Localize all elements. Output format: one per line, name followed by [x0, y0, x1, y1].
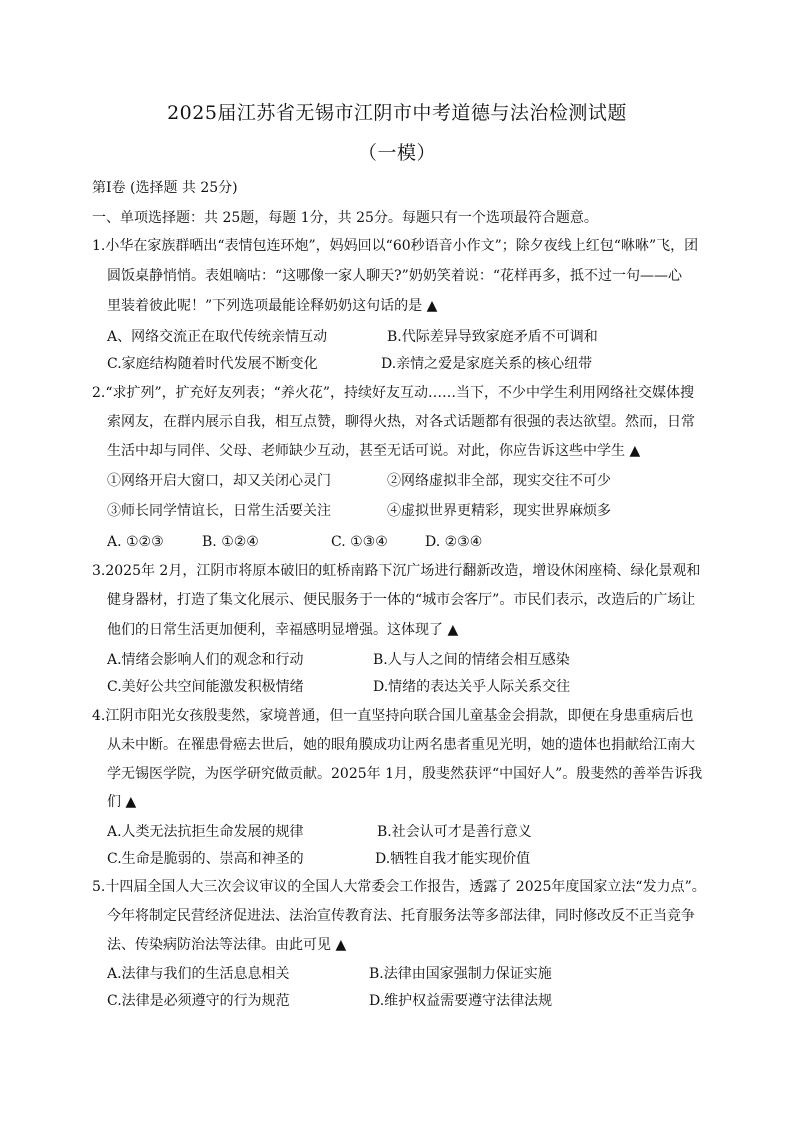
- question-text-line: 法、传染病防治法等法律。由此可见 ▲: [107, 937, 347, 953]
- question-text-line: 4.江阴市阳光女孩殷斐然，家境普通，但一直坚持向联合国儿童基金会捐款，即便在身患重病后也: [92, 708, 694, 724]
- option-a: A.法律与我们的生活息息相关: [107, 966, 290, 982]
- option-b: B.代际差异导致家庭矛盾不可调和: [387, 329, 598, 345]
- option-d: D. ②③④: [425, 534, 483, 550]
- option-a: A、网络交流正在取代传统亲情互动: [107, 329, 328, 345]
- option-d: D.牺牲自我才能实现价值: [375, 851, 531, 867]
- option-a: A.人类无法抗拒生命发展的规律: [107, 824, 304, 840]
- option-b: B.人与人之间的情绪会相互感染: [373, 652, 570, 668]
- question-text-line: 们 ▲: [107, 794, 137, 810]
- question-text-line: 索网友，在群内展示自我，相互点赞，聊得火热，对各式话题都有很强的表达欲望。然而，日常: [107, 414, 695, 430]
- statement-3: ③师长同学情谊长，日常生活要关注: [107, 503, 331, 519]
- statement-4: ④虚拟世界更精彩，现实世界麻烦多: [387, 503, 611, 519]
- question-text-line: 他们的日常生活更加便利，幸福感明显增强。这体现了 ▲: [107, 622, 459, 638]
- option-c: C.家庭结构随着时代发展不断变化: [107, 356, 318, 372]
- question-text-line: 圆饭桌静悄悄。表姐嘀咕：“这哪像一家人聊天?”奶奶笑着说：“花样再多，抵不过一句——心: [107, 268, 682, 284]
- page-title: 2025届江苏省无锡市江阴市中考道德与法治检测试题: [167, 102, 627, 124]
- statement-1: ①网络开启大窗口，却又关闭心灵门: [107, 473, 331, 489]
- question-text-line: 1.小华在家族群晒出“表情包连环炮”，妈妈回以“60秒语音小作文”；除夕夜线上红包“咻咻”飞，团: [92, 238, 699, 254]
- section-header: 第Ⅰ卷 (选择题 共 25分): [92, 180, 238, 196]
- option-a: A.情绪会影响人们的观念和行动: [107, 652, 304, 668]
- question-text-line: 生活中却与同伴、父母、老师缺少互动，甚至无话可说。对此，你应告诉这些中学生 ▲: [107, 443, 641, 459]
- question-text-line: 今年将制定民营经济促进法、法治宣传教育法、托育服务法等多部法律，同时修改反不正当竞争: [107, 908, 695, 924]
- question-text-line: 里装着彼此呢！”下列选项最能诠释奶奶这句话的是 ▲: [107, 298, 438, 314]
- option-d: D.维护权益需要遵守法律法规: [369, 993, 553, 1009]
- option-c: C.美好公共空间能激发积极情绪: [107, 679, 304, 695]
- question-text-line: 2.“求扩列”，扩充好友列表；“养火花”，持续好友互动……当下，不少中学生利用网络社交媒体搜: [92, 385, 694, 401]
- option-b: B.法律由国家强制力保证实施: [369, 966, 552, 982]
- option-b: B. ①②④: [202, 534, 259, 550]
- option-a: A. ①②③: [107, 534, 164, 550]
- question-text-line: 3.2025年 2月，江阴市将原本破旧的虹桥南路下沉广场进行翻新改造，增设休闲座椅、绿化景观和: [92, 563, 701, 579]
- option-c: C. ①③④: [331, 534, 388, 550]
- option-c: C.生命是脆弱的、崇高和神圣的: [107, 851, 304, 867]
- statement-2: ②网络虚拟非全部，现实交往不可少: [387, 473, 611, 489]
- option-c: C.法律是必须遵守的行为规范: [107, 993, 290, 1009]
- instructions: 一、单项选择题：共 25题，每题 1分，共 25分。每题只有一个选项最符合题意。: [92, 210, 598, 226]
- option-b: B.社会认可才是善行意义: [377, 824, 532, 840]
- option-d: D.情绪的表达关乎人际关系交往: [373, 679, 571, 695]
- page-subtitle: （一模）: [357, 142, 436, 164]
- question-text-line: 学无锡医学院，为医学研究做贡献。2025年 1月，殷斐然获评“中国好人”。殷斐然的善举告诉我: [107, 766, 703, 782]
- question-text-line: 健身器材，打造了集文化展示、便民服务于一体的“城市会客厅”。市民们表示，改造后的广场让: [107, 592, 696, 608]
- option-d: D.亲情之爱是家庭关系的核心纽带: [381, 356, 593, 372]
- question-text-line: 从未中断。在罹患骨癌去世后，她的眼角膜成功让两名患者重见光明，她的遗体也捐献给江南大: [107, 737, 695, 753]
- question-text-line: 5.十四届全国人大三次会议审议的全国人大常委会工作报告，透露了 2025年度国家立法“发力点”。: [92, 879, 706, 895]
